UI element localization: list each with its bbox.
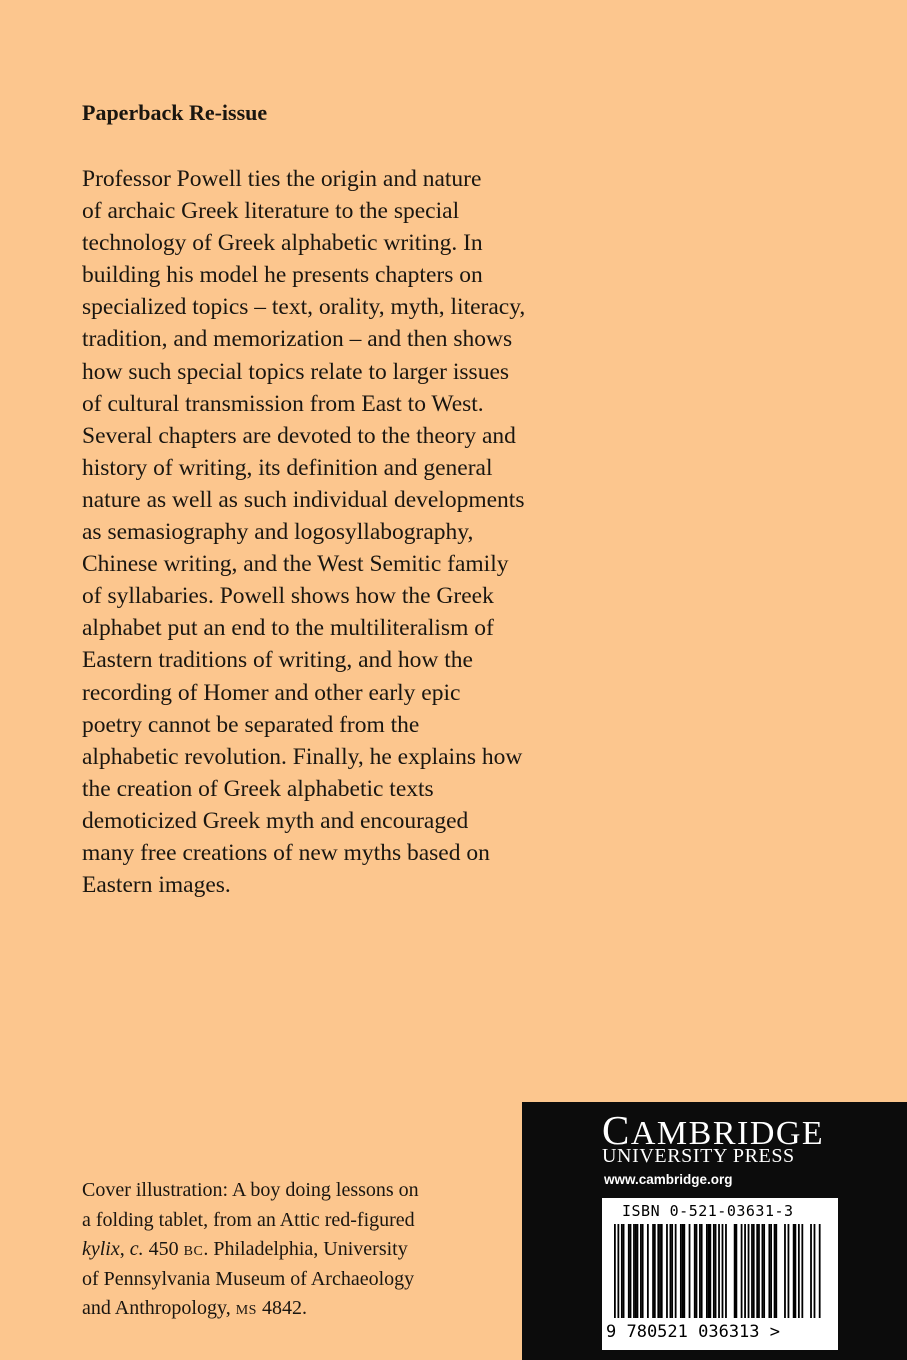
barcode-bar [628, 1224, 630, 1318]
barcode-bar [642, 1224, 644, 1318]
barcode-bar [659, 1224, 661, 1318]
description-line: of cultural transmission from East to West. [82, 390, 484, 417]
barcode-bar [630, 1224, 632, 1318]
barcode-bar [753, 1224, 755, 1318]
barcode-bar [713, 1224, 715, 1318]
barcode-bar [706, 1224, 708, 1318]
barcode-bar [652, 1224, 654, 1318]
description-line: specialized topics – text, orality, myth, literacy, [82, 294, 526, 321]
cover-illustration-caption [82, 1176, 502, 1324]
caption-italic: c. [129, 1238, 144, 1260]
barcode-bar [734, 1224, 736, 1318]
description-line: Eastern images. [82, 872, 231, 899]
description-line: tradition, and memorization – and then shows [82, 326, 513, 353]
description-line: building his model he presents chapters on [82, 262, 483, 289]
barcode-bar [666, 1224, 668, 1318]
barcode-bar [683, 1224, 685, 1318]
description-line: demoticized Greek myth and encouraged [82, 807, 469, 834]
barcode-bar [798, 1224, 800, 1318]
barcode-bar [763, 1224, 765, 1318]
description-line: history of writing, its definition and general [82, 454, 493, 481]
caption-line: and Anthropology, ms 4842. [82, 1297, 307, 1319]
description-line: technology of Greek alphabetic writing. In [82, 230, 483, 257]
description-line: Several chapters are devoted to the theory and [82, 422, 516, 449]
barcode-bar [722, 1224, 724, 1318]
barcode-bar [758, 1224, 760, 1318]
barcode-bar [640, 1224, 642, 1318]
barcode-bar [751, 1224, 753, 1318]
barcode-bar [784, 1224, 786, 1318]
barcode-bar [614, 1224, 616, 1318]
isbn-number: ISBN 0-521-03631-3 [622, 1202, 794, 1220]
heading: Paperback Re-issue [82, 100, 268, 125]
barcode-bar [770, 1224, 772, 1318]
barcode-bar [735, 1224, 737, 1318]
barcode-bar [741, 1224, 743, 1318]
barcode-bar [633, 1224, 635, 1318]
barcode-bar [675, 1224, 677, 1318]
barcode-bar [701, 1224, 703, 1318]
barcode-bar [621, 1224, 623, 1318]
description-line: how such special topics relate to larger issues [82, 358, 510, 385]
description-line: Chinese writing, and the West Semitic family [82, 551, 509, 578]
description-line: of archaic Greek literature to the special [82, 198, 460, 225]
description-line: Professor Powell ties the origin and nature [82, 166, 482, 192]
barcode [614, 1224, 824, 1318]
caption-line: kylix, c. 450 bc. Philadelphia, University [82, 1238, 408, 1260]
caption-line: of Pennsylvania Museum of Archaeology [82, 1267, 415, 1290]
barcode-bar [617, 1224, 619, 1318]
barcode-bar [671, 1224, 673, 1318]
publisher-subtitle: UNIVERSITY PRESS [602, 1145, 795, 1167]
barcode-bar [694, 1224, 696, 1318]
barcode-bar [680, 1224, 682, 1318]
barcode-bar [814, 1224, 816, 1318]
barcode-bar [682, 1224, 684, 1318]
barcode-bar [788, 1224, 790, 1318]
description-line: Eastern traditions of writing, and how the [82, 647, 473, 674]
barcode-bar [795, 1224, 797, 1318]
description-line: recording of Homer and other early epic [82, 679, 461, 706]
barcode-bar [699, 1224, 701, 1318]
barcode-bar [635, 1224, 637, 1318]
barcode-digits: 9 780521 036313 > [606, 1322, 780, 1342]
description-line: as semasiography and logosyllabography, [82, 519, 474, 546]
description-line: of syllabaries. Powell shows how the Greek [82, 583, 494, 610]
barcode-bar [801, 1224, 803, 1318]
publisher-box [522, 1102, 907, 1360]
barcode-bar [768, 1224, 770, 1318]
barcode-bar [819, 1224, 821, 1318]
barcode-bar [689, 1224, 691, 1318]
barcode-bar [657, 1224, 659, 1318]
caption-line: a folding tablet, from an Attic red-figured [82, 1208, 415, 1231]
barcode-bar [623, 1224, 625, 1318]
barcode-bar [762, 1224, 764, 1318]
description-text [82, 163, 562, 901]
barcode-bar [708, 1224, 710, 1318]
barcode-bar [661, 1224, 663, 1318]
barcode-panel [602, 1198, 838, 1350]
barcode-bar [756, 1224, 758, 1318]
barcode-bar [647, 1224, 649, 1318]
barcode-bar [774, 1224, 776, 1318]
description-line: nature as well as such individual developments [82, 486, 525, 513]
barcode-bar [775, 1224, 777, 1318]
barcode-bar [748, 1224, 750, 1318]
description-line: the creation of Greek alphabetic texts [82, 775, 434, 802]
barcode-bar [670, 1224, 672, 1318]
description-line: alphabet put an end to the multiliteralism of [82, 615, 494, 642]
barcode-bar [744, 1224, 746, 1318]
barcode-bar [654, 1224, 656, 1318]
description-line: many free creations of new myths based on [82, 839, 490, 866]
description-line: poetry cannot be separated from the [82, 711, 420, 738]
caption-line: Cover illustration: A boy doing lessons on [82, 1179, 419, 1201]
barcode-bar [715, 1224, 717, 1318]
description-line: alphabetic revolution. Finally, he explains how [82, 743, 523, 770]
publisher-name: CAMBRIDGE [602, 1107, 825, 1153]
publisher-url: www.cambridge.org [604, 1172, 733, 1187]
barcode-bar [725, 1224, 727, 1318]
barcode-bar [696, 1224, 698, 1318]
caption-italic: kylix [82, 1238, 120, 1260]
barcode-bar [709, 1224, 711, 1318]
barcode-bar [637, 1224, 639, 1318]
barcode-bar [810, 1224, 812, 1318]
barcode-bar [718, 1224, 720, 1318]
barcode-bar [793, 1224, 795, 1318]
